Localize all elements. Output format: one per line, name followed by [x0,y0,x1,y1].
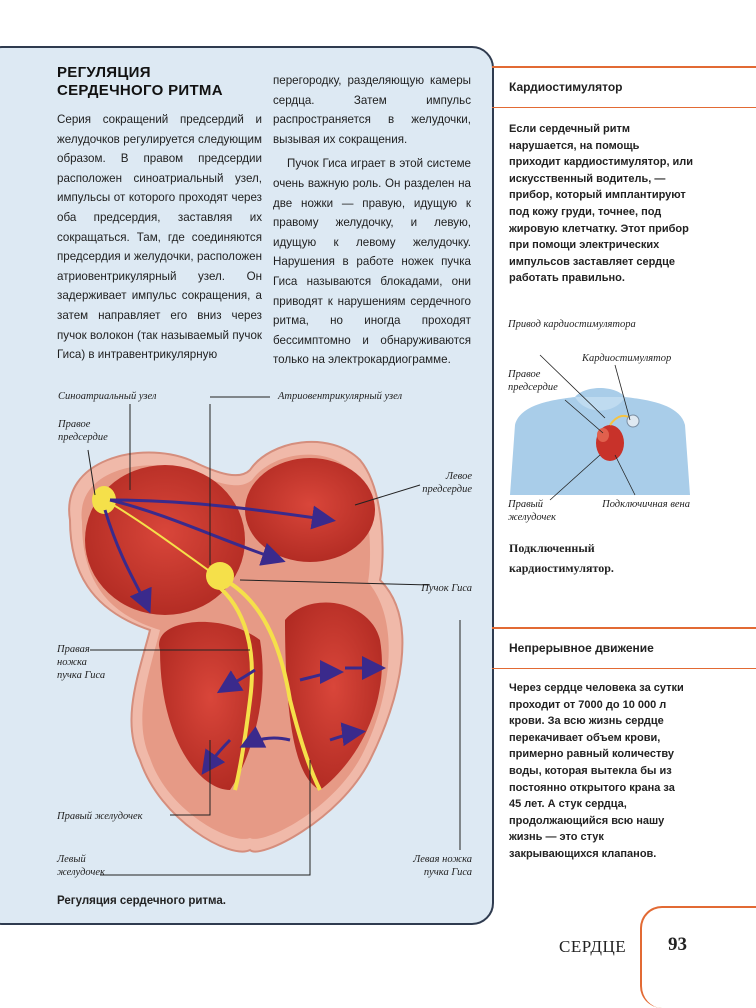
footer-section-name: СЕРДЦЕ [559,937,627,956]
label-right-ventricle: Правый желудочек [57,811,143,822]
sidebar-text-motion: Через сердце человека за сутки проходит от 7000 до 10 000 л крови. За всю жизнь сердце перекачивает объем крови, примерно равный количеству воды, которая вытекла бы из постоянно открытого крана за 45 лет. А стук сердца, продолжающийся всю нашу жизнь — это стук закрывающихся клапанов. [509,682,684,860]
sidebar-text-pacemaker: Если сердечный ритм нарушается, на помощь приходит кардиостимулятор, или искусственный водитель, — прибор, который имплантируют под кожу груди, точнее, под жировую клетчатку. Этот прибор при помощи электрических импульсов заставляет сердце работать правильно. [509,123,694,285]
article-title: РЕГУЛЯЦИЯ СЕРДЕЧНОГО РИТМА [57,64,223,99]
footer-separator [641,930,642,978]
paragraph: Пучок Гиса играет в этой системе очень важную роль. Он разделен на две ножки — правую, идущую к правому желудочку, и левую, идущую к левому желудочку. Нарушения в работе ножек пучка Гиса называются блокадами, они приводят к нарушениям сердечного ритма, но иногда проходят бессимптомно и обнаруживаются только на электрокардиограмме. [273,157,471,367]
label-pacemaker-lead: Привод кардиостимулятора [508,319,636,330]
label-av-node: Атриовентрикулярный узел [278,391,403,402]
sidebar-divider [492,668,756,669]
label-left-bundle-branch: Левая ножка пучка Гиса [413,854,472,878]
label-right-bundle-branch: Правая ножка пучка Гиса [57,644,106,681]
label-right-atrium: Правое предсердие [58,419,108,443]
label-sa-node: Синоатриальный узел [58,391,157,402]
label-pacemaker-right-ventricle: Правый желудочек [508,499,556,523]
label-his-bundle: Пучок Гиса [421,583,472,594]
article-column-1 [57,110,262,370]
sidebar-divider [492,107,756,108]
paragraph: перегородку, разделяющую камеры сердца. Затем импульс распространяется в желудочки, вызывая их сокращения. [273,74,471,146]
label-left-atrium: Левое предсердие [422,471,472,495]
label-left-ventricle: Левый желудочек [57,854,105,878]
paragraph: Серия сокращений предсердий и желудочков регулируется следующим образом. В правом предсердии расположен синоатриальный узел, импульсы от которого проходят через оба предсердия, заставляя их сокращаться. Там, где соединяются предсердия и желудочки, расположен атриовентрикулярный узел. Он задерживает импульс сокращения, а затем направляет его вниз через пучок волокон (так называемый пучок Гиса) в интравентрикулярную [57,113,262,362]
pacemaker-caption: Подключенный кардиостимулятор. [509,541,614,575]
sidebar-title-pacemaker: Кардиостимулятор [509,80,623,94]
page-number: 93 [668,934,687,955]
article-column-2 [273,71,471,375]
sidebar-title-motion: Непрерывное движение [509,641,654,655]
label-pacemaker: Кардиостимулятор [582,353,672,364]
label-pacemaker-right-atrium: Правое предсердие [508,369,558,393]
av-node [206,562,234,590]
diagram-caption: Регуляция сердечного ритма. [57,895,226,907]
label-subclavian-vein: Подключичная вена [602,499,690,510]
footer-tab [640,906,756,1008]
sidebar-divider [492,66,756,68]
sidebar-divider [492,627,756,629]
